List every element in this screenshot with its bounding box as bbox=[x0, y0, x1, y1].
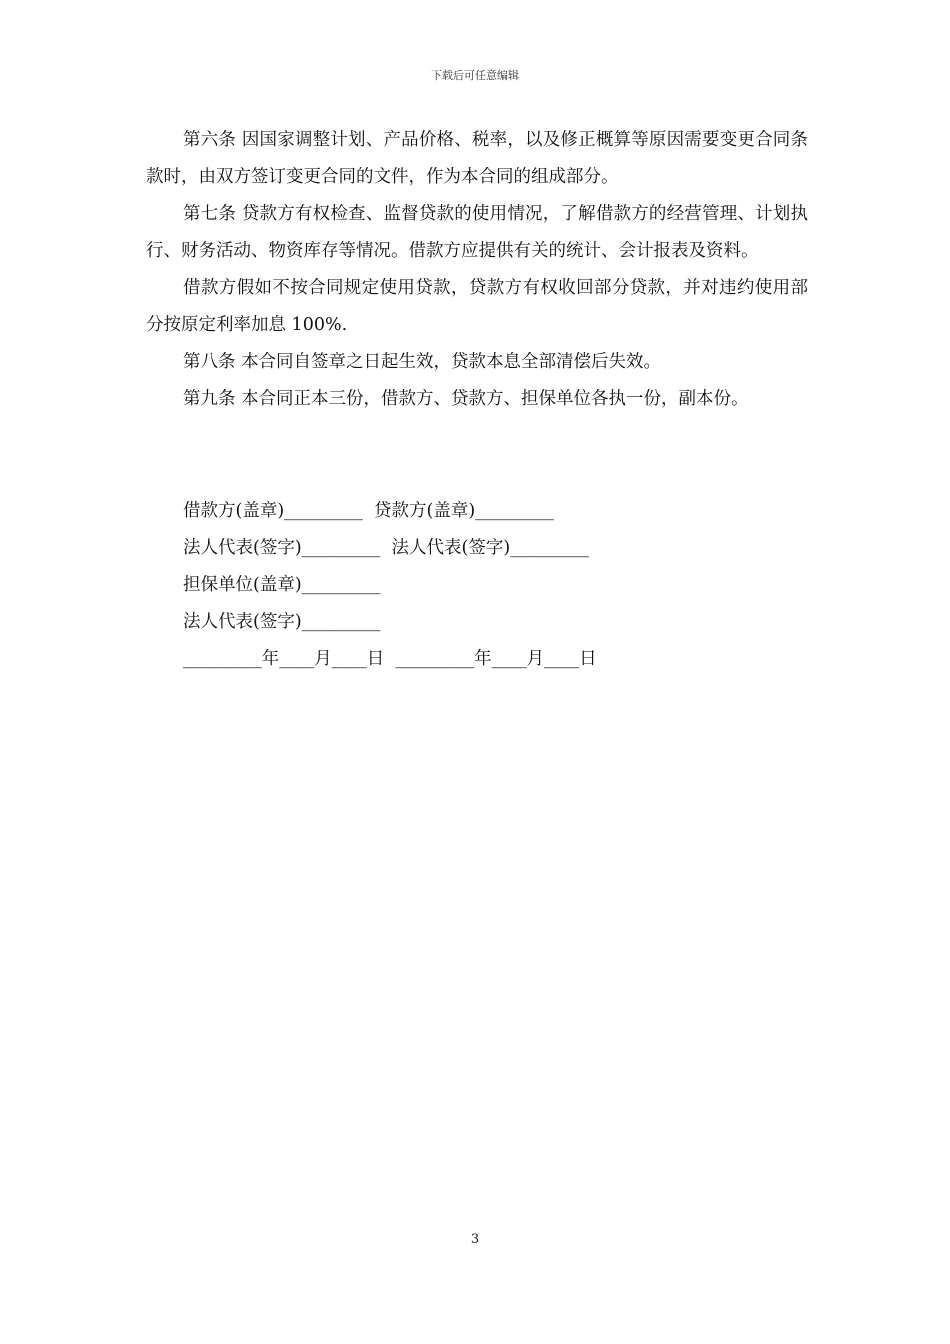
clause-eight: 第八条 本合同自签章之日起生效，贷款本息全部清偿后失效。 bbox=[183, 352, 662, 372]
contract-body bbox=[146, 122, 808, 418]
signature-block bbox=[183, 493, 783, 678]
borrower-lender-seal-line: 借款方(盖章)_________ 贷款方(盖章)_________ bbox=[183, 501, 554, 521]
guarantor-representative-line: 法人代表(签字)_________ bbox=[183, 612, 381, 632]
clause-seven: 第七条 贷款方有权检查、监督贷款的使用情况，了解借款方的经营管理、计划执行、财务活动、物资库存等情况。借款方应提供有关的统计、会计报表及资料。 bbox=[146, 204, 808, 261]
clause-seven-penalty: 借款方假如不按合同规定使用贷款，贷款方有权收回部分贷款，并对违约使用部分按原定利率加息 100%. bbox=[146, 278, 808, 335]
guarantor-seal-line: 担保单位(盖章)_________ bbox=[183, 575, 381, 595]
clause-nine: 第九条 本合同正本三份，借款方、贷款方、担保单位各执一份，副本份。 bbox=[183, 389, 749, 409]
clause-six: 第六条 因国家调整计划、产品价格、税率，以及修正概算等原因需要变更合同条款时，由双方签订变更合同的文件，作为本合同的组成部分。 bbox=[146, 130, 808, 187]
page-header: 下载后可任意编辑 bbox=[431, 69, 519, 82]
date-line: _________年____月____日 _________年____月____日 bbox=[183, 649, 597, 669]
legal-representative-line: 法人代表(签字)_________ 法人代表(签字)_________ bbox=[183, 538, 589, 558]
page-number: 3 bbox=[470, 1232, 480, 1247]
